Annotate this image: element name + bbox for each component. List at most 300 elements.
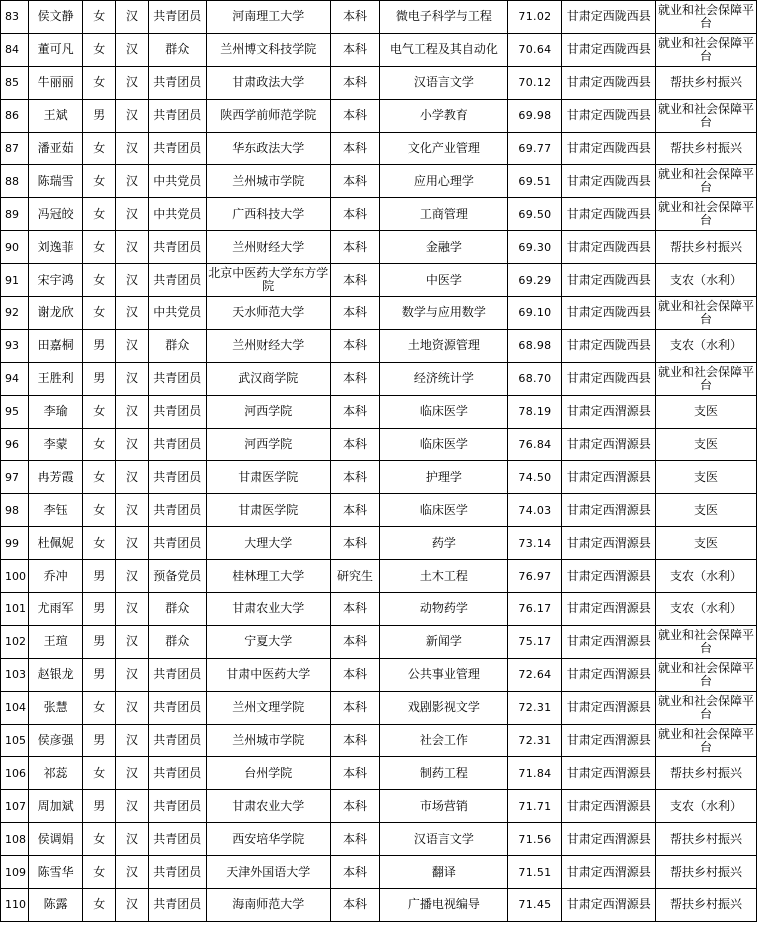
major-cell: 应用心理学	[380, 165, 508, 198]
row-number-cell: 87	[1, 132, 29, 165]
gender-cell: 男	[83, 99, 116, 132]
gender-cell: 女	[83, 461, 116, 494]
service-post-cell: 支农（水利）	[656, 329, 757, 362]
gender-cell: 男	[83, 724, 116, 757]
table-row	[1, 165, 757, 198]
exam-score-cell: 69.77	[508, 132, 562, 165]
graduate-school-cell: 桂林理工大学	[206, 560, 330, 593]
service-post-cell: 支医	[656, 428, 757, 461]
graduate-school-cell: 广西科技大学	[206, 198, 330, 231]
degree-level-cell: 本科	[330, 428, 380, 461]
candidate-name-cell: 陈雪华	[29, 856, 83, 889]
candidate-name-cell: 祁蕊	[29, 757, 83, 790]
political-status-cell: 共青团员	[148, 362, 206, 395]
candidate-name-cell: 王胜利	[29, 362, 83, 395]
row-number-cell: 103	[1, 658, 29, 691]
service-post-cell: 支农（水利）	[656, 560, 757, 593]
exam-score-cell: 69.51	[508, 165, 562, 198]
political-status-cell: 共青团员	[148, 264, 206, 297]
row-number-cell: 108	[1, 823, 29, 856]
major-cell: 汉语言文学	[380, 823, 508, 856]
table-row	[1, 724, 757, 757]
table-row	[1, 66, 757, 99]
ethnicity-cell: 汉	[116, 198, 148, 231]
candidate-name-cell: 李蒙	[29, 428, 83, 461]
service-location-cell: 甘肃定西渭源县	[562, 856, 656, 889]
candidate-name-cell: 侯调娟	[29, 823, 83, 856]
ethnicity-cell: 汉	[116, 33, 148, 66]
service-location-cell: 甘肃定西渭源县	[562, 527, 656, 560]
graduate-school-cell: 兰州城市学院	[206, 724, 330, 757]
candidate-name-cell: 李瑜	[29, 395, 83, 428]
table-row	[1, 856, 757, 889]
political-status-cell: 群众	[148, 593, 206, 626]
table-row	[1, 362, 757, 395]
exam-score-cell: 71.51	[508, 856, 562, 889]
exam-score-cell: 74.03	[508, 494, 562, 527]
service-location-cell: 甘肃定西陇西县	[562, 362, 656, 395]
major-cell: 临床医学	[380, 494, 508, 527]
service-location-cell: 甘肃定西渭源县	[562, 625, 656, 658]
degree-level-cell: 本科	[330, 856, 380, 889]
candidate-name-cell: 李钰	[29, 494, 83, 527]
major-cell: 中医学	[380, 264, 508, 297]
graduate-school-cell: 华东政法大学	[206, 132, 330, 165]
service-location-cell: 甘肃定西陇西县	[562, 264, 656, 297]
exam-score-cell: 71.45	[508, 889, 562, 922]
service-post-cell: 就业和社会保障平台	[656, 297, 757, 330]
gender-cell: 男	[83, 560, 116, 593]
row-number-cell: 99	[1, 527, 29, 560]
graduate-school-cell: 兰州财经大学	[206, 231, 330, 264]
ethnicity-cell: 汉	[116, 395, 148, 428]
table-row	[1, 428, 757, 461]
service-location-cell: 甘肃定西渭源县	[562, 428, 656, 461]
row-number-cell: 104	[1, 691, 29, 724]
political-status-cell: 共青团员	[148, 724, 206, 757]
candidate-name-cell: 侯彦强	[29, 724, 83, 757]
table-row	[1, 329, 757, 362]
exam-score-cell: 76.17	[508, 593, 562, 626]
service-location-cell: 甘肃定西渭源县	[562, 724, 656, 757]
row-number-cell: 95	[1, 395, 29, 428]
service-post-cell: 帮扶乡村振兴	[656, 823, 757, 856]
degree-level-cell: 本科	[330, 494, 380, 527]
gender-cell: 女	[83, 66, 116, 99]
ethnicity-cell: 汉	[116, 593, 148, 626]
service-location-cell: 甘肃定西渭源县	[562, 790, 656, 823]
exam-score-cell: 70.12	[508, 66, 562, 99]
major-cell: 动物药学	[380, 593, 508, 626]
political-status-cell: 共青团员	[148, 1, 206, 34]
graduate-school-cell: 河西学院	[206, 395, 330, 428]
gender-cell: 男	[83, 658, 116, 691]
degree-level-cell: 本科	[330, 790, 380, 823]
service-location-cell: 甘肃定西陇西县	[562, 1, 656, 34]
ethnicity-cell: 汉	[116, 889, 148, 922]
ethnicity-cell: 汉	[116, 428, 148, 461]
gender-cell: 女	[83, 889, 116, 922]
table-row	[1, 625, 757, 658]
political-status-cell: 共青团员	[148, 132, 206, 165]
graduate-school-cell: 西安培华学院	[206, 823, 330, 856]
gender-cell: 女	[83, 856, 116, 889]
major-cell: 数学与应用数学	[380, 297, 508, 330]
gender-cell: 女	[83, 165, 116, 198]
candidate-name-cell: 潘亚茹	[29, 132, 83, 165]
table-row	[1, 132, 757, 165]
gender-cell: 男	[83, 625, 116, 658]
table-row	[1, 823, 757, 856]
row-number-cell: 97	[1, 461, 29, 494]
ethnicity-cell: 汉	[116, 132, 148, 165]
ethnicity-cell: 汉	[116, 856, 148, 889]
table-row	[1, 560, 757, 593]
major-cell: 广播电视编导	[380, 889, 508, 922]
political-status-cell: 共青团员	[148, 823, 206, 856]
ethnicity-cell: 汉	[116, 823, 148, 856]
service-post-cell: 支农（水利）	[656, 790, 757, 823]
row-number-cell: 93	[1, 329, 29, 362]
row-number-cell: 105	[1, 724, 29, 757]
row-number-cell: 86	[1, 99, 29, 132]
exam-score-cell: 72.31	[508, 691, 562, 724]
service-post-cell: 帮扶乡村振兴	[656, 66, 757, 99]
exam-score-cell: 69.50	[508, 198, 562, 231]
service-post-cell: 支医	[656, 395, 757, 428]
ethnicity-cell: 汉	[116, 691, 148, 724]
degree-level-cell: 本科	[330, 362, 380, 395]
degree-level-cell: 本科	[330, 889, 380, 922]
service-location-cell: 甘肃定西渭源县	[562, 691, 656, 724]
gender-cell: 男	[83, 362, 116, 395]
degree-level-cell: 本科	[330, 691, 380, 724]
service-post-cell: 就业和社会保障平台	[656, 362, 757, 395]
major-cell: 文化产业管理	[380, 132, 508, 165]
graduate-school-cell: 兰州城市学院	[206, 165, 330, 198]
political-status-cell: 中共党员	[148, 297, 206, 330]
degree-level-cell: 本科	[330, 593, 380, 626]
graduate-school-cell: 甘肃农业大学	[206, 790, 330, 823]
service-post-cell: 就业和社会保障平台	[656, 165, 757, 198]
degree-level-cell: 本科	[330, 99, 380, 132]
ethnicity-cell: 汉	[116, 494, 148, 527]
exam-score-cell: 72.31	[508, 724, 562, 757]
service-post-cell: 就业和社会保障平台	[656, 724, 757, 757]
graduate-school-cell: 甘肃政法大学	[206, 66, 330, 99]
ethnicity-cell: 汉	[116, 658, 148, 691]
service-post-cell: 帮扶乡村振兴	[656, 132, 757, 165]
graduate-school-cell: 甘肃医学院	[206, 461, 330, 494]
candidate-name-cell: 田嘉桐	[29, 329, 83, 362]
ethnicity-cell: 汉	[116, 757, 148, 790]
service-post-cell: 就业和社会保障平台	[656, 99, 757, 132]
graduate-school-cell: 甘肃中医药大学	[206, 658, 330, 691]
service-post-cell: 就业和社会保障平台	[656, 33, 757, 66]
exam-score-cell: 71.71	[508, 790, 562, 823]
table-row	[1, 889, 757, 922]
service-location-cell: 甘肃定西陇西县	[562, 99, 656, 132]
degree-level-cell: 本科	[330, 823, 380, 856]
political-status-cell: 共青团员	[148, 99, 206, 132]
ethnicity-cell: 汉	[116, 560, 148, 593]
candidate-name-cell: 杜佩妮	[29, 527, 83, 560]
major-cell: 护理学	[380, 461, 508, 494]
row-number-cell: 84	[1, 33, 29, 66]
table-row	[1, 198, 757, 231]
gender-cell: 女	[83, 132, 116, 165]
row-number-cell: 109	[1, 856, 29, 889]
major-cell: 工商管理	[380, 198, 508, 231]
major-cell: 临床医学	[380, 395, 508, 428]
candidate-name-cell: 董可凡	[29, 33, 83, 66]
row-number-cell: 102	[1, 625, 29, 658]
graduate-school-cell: 河南理工大学	[206, 1, 330, 34]
gender-cell: 女	[83, 395, 116, 428]
roster-body	[1, 1, 757, 922]
service-location-cell: 甘肃定西陇西县	[562, 33, 656, 66]
major-cell: 经济统计学	[380, 362, 508, 395]
service-post-cell: 支医	[656, 494, 757, 527]
service-post-cell: 就业和社会保障平台	[656, 658, 757, 691]
degree-level-cell: 本科	[330, 329, 380, 362]
graduate-school-cell: 大理大学	[206, 527, 330, 560]
degree-level-cell: 本科	[330, 527, 380, 560]
exam-score-cell: 68.70	[508, 362, 562, 395]
table-row	[1, 790, 757, 823]
table-row	[1, 494, 757, 527]
gender-cell: 女	[83, 823, 116, 856]
ethnicity-cell: 汉	[116, 362, 148, 395]
ethnicity-cell: 汉	[116, 66, 148, 99]
degree-level-cell: 本科	[330, 658, 380, 691]
graduate-school-cell: 武汉商学院	[206, 362, 330, 395]
candidate-name-cell: 乔冲	[29, 560, 83, 593]
political-status-cell: 共青团员	[148, 527, 206, 560]
major-cell: 临床医学	[380, 428, 508, 461]
exam-score-cell: 72.64	[508, 658, 562, 691]
degree-level-cell: 本科	[330, 395, 380, 428]
row-number-cell: 90	[1, 231, 29, 264]
service-post-cell: 就业和社会保障平台	[656, 691, 757, 724]
degree-level-cell: 本科	[330, 264, 380, 297]
row-number-cell: 89	[1, 198, 29, 231]
ethnicity-cell: 汉	[116, 329, 148, 362]
candidate-name-cell: 周加斌	[29, 790, 83, 823]
gender-cell: 女	[83, 1, 116, 34]
table-row	[1, 297, 757, 330]
graduate-school-cell: 北京中医药大学东方学院	[206, 264, 330, 297]
service-location-cell: 甘肃定西渭源县	[562, 494, 656, 527]
candidate-name-cell: 陈露	[29, 889, 83, 922]
graduate-school-cell: 天津外国语大学	[206, 856, 330, 889]
degree-level-cell: 本科	[330, 198, 380, 231]
gender-cell: 女	[83, 231, 116, 264]
gender-cell: 女	[83, 757, 116, 790]
ethnicity-cell: 汉	[116, 625, 148, 658]
row-number-cell: 106	[1, 757, 29, 790]
degree-level-cell: 本科	[330, 625, 380, 658]
major-cell: 电气工程及其自动化	[380, 33, 508, 66]
political-status-cell: 共青团员	[148, 494, 206, 527]
row-number-cell: 96	[1, 428, 29, 461]
service-post-cell: 帮扶乡村振兴	[656, 889, 757, 922]
candidate-name-cell: 赵银龙	[29, 658, 83, 691]
ethnicity-cell: 汉	[116, 1, 148, 34]
political-status-cell: 共青团员	[148, 231, 206, 264]
political-status-cell: 群众	[148, 33, 206, 66]
gender-cell: 女	[83, 428, 116, 461]
row-number-cell: 88	[1, 165, 29, 198]
exam-score-cell: 71.56	[508, 823, 562, 856]
political-status-cell: 群众	[148, 329, 206, 362]
degree-level-cell: 本科	[330, 724, 380, 757]
degree-level-cell: 本科	[330, 33, 380, 66]
political-status-cell: 中共党员	[148, 165, 206, 198]
table-row	[1, 33, 757, 66]
political-status-cell: 预备党员	[148, 560, 206, 593]
exam-score-cell: 78.19	[508, 395, 562, 428]
ethnicity-cell: 汉	[116, 724, 148, 757]
table-row	[1, 1, 757, 34]
ethnicity-cell: 汉	[116, 99, 148, 132]
political-status-cell: 共青团员	[148, 66, 206, 99]
candidate-name-cell: 冯冠皎	[29, 198, 83, 231]
service-location-cell: 甘肃定西渭源县	[562, 395, 656, 428]
graduate-school-cell: 兰州博文科技学院	[206, 33, 330, 66]
political-status-cell: 群众	[148, 625, 206, 658]
gender-cell: 男	[83, 790, 116, 823]
ethnicity-cell: 汉	[116, 264, 148, 297]
table-row	[1, 99, 757, 132]
row-number-cell: 101	[1, 593, 29, 626]
degree-level-cell: 本科	[330, 132, 380, 165]
service-post-cell: 就业和社会保障平台	[656, 1, 757, 34]
service-location-cell: 甘肃定西陇西县	[562, 132, 656, 165]
graduate-school-cell: 宁夏大学	[206, 625, 330, 658]
gender-cell: 女	[83, 264, 116, 297]
service-post-cell: 帮扶乡村振兴	[656, 856, 757, 889]
major-cell: 翻译	[380, 856, 508, 889]
candidate-name-cell: 宋宇鸿	[29, 264, 83, 297]
major-cell: 金融学	[380, 231, 508, 264]
major-cell: 新闻学	[380, 625, 508, 658]
table-row	[1, 757, 757, 790]
service-location-cell: 甘肃定西渭源县	[562, 889, 656, 922]
table-row	[1, 395, 757, 428]
exam-score-cell: 69.29	[508, 264, 562, 297]
graduate-school-cell: 陕西学前师范学院	[206, 99, 330, 132]
row-number-cell: 83	[1, 1, 29, 34]
service-location-cell: 甘肃定西渭源县	[562, 560, 656, 593]
degree-level-cell: 本科	[330, 231, 380, 264]
row-number-cell: 98	[1, 494, 29, 527]
table-row	[1, 264, 757, 297]
service-location-cell: 甘肃定西陇西县	[562, 231, 656, 264]
exam-score-cell: 76.97	[508, 560, 562, 593]
graduate-school-cell: 甘肃农业大学	[206, 593, 330, 626]
row-number-cell: 110	[1, 889, 29, 922]
candidate-name-cell: 侯文静	[29, 1, 83, 34]
table-row	[1, 593, 757, 626]
service-post-cell: 帮扶乡村振兴	[656, 231, 757, 264]
degree-level-cell: 本科	[330, 66, 380, 99]
service-location-cell: 甘肃定西渭源县	[562, 461, 656, 494]
degree-level-cell: 本科	[330, 757, 380, 790]
political-status-cell: 中共党员	[148, 198, 206, 231]
major-cell: 微电子科学与工程	[380, 1, 508, 34]
table-row	[1, 231, 757, 264]
major-cell: 药学	[380, 527, 508, 560]
service-post-cell: 支农（水利）	[656, 264, 757, 297]
exam-score-cell: 74.50	[508, 461, 562, 494]
exam-score-cell: 68.98	[508, 329, 562, 362]
service-location-cell: 甘肃定西渭源县	[562, 757, 656, 790]
major-cell: 社会工作	[380, 724, 508, 757]
gender-cell: 女	[83, 198, 116, 231]
row-number-cell: 107	[1, 790, 29, 823]
graduate-school-cell: 天水师范大学	[206, 297, 330, 330]
gender-cell: 女	[83, 494, 116, 527]
candidate-name-cell: 牛丽丽	[29, 66, 83, 99]
political-status-cell: 共青团员	[148, 790, 206, 823]
service-post-cell: 就业和社会保障平台	[656, 625, 757, 658]
exam-score-cell: 76.84	[508, 428, 562, 461]
candidate-name-cell: 王斌	[29, 99, 83, 132]
candidate-name-cell: 陈瑞雪	[29, 165, 83, 198]
gender-cell: 男	[83, 593, 116, 626]
political-status-cell: 共青团员	[148, 757, 206, 790]
ethnicity-cell: 汉	[116, 297, 148, 330]
political-status-cell: 共青团员	[148, 889, 206, 922]
graduate-school-cell: 海南师范大学	[206, 889, 330, 922]
table-row	[1, 691, 757, 724]
service-location-cell: 甘肃定西渭源县	[562, 658, 656, 691]
exam-score-cell: 69.10	[508, 297, 562, 330]
gender-cell: 女	[83, 297, 116, 330]
row-number-cell: 91	[1, 264, 29, 297]
service-location-cell: 甘肃定西渭源县	[562, 593, 656, 626]
service-post-cell: 支医	[656, 461, 757, 494]
major-cell: 小学教育	[380, 99, 508, 132]
candidate-name-cell: 尤雨军	[29, 593, 83, 626]
major-cell: 戏剧影视文学	[380, 691, 508, 724]
exam-score-cell: 73.14	[508, 527, 562, 560]
graduate-school-cell: 河西学院	[206, 428, 330, 461]
graduate-school-cell: 台州学院	[206, 757, 330, 790]
ethnicity-cell: 汉	[116, 165, 148, 198]
service-location-cell: 甘肃定西陇西县	[562, 329, 656, 362]
degree-level-cell: 本科	[330, 297, 380, 330]
row-number-cell: 92	[1, 297, 29, 330]
table-row	[1, 527, 757, 560]
degree-level-cell: 研究生	[330, 560, 380, 593]
gender-cell: 女	[83, 527, 116, 560]
graduate-school-cell: 兰州财经大学	[206, 329, 330, 362]
exam-score-cell: 71.84	[508, 757, 562, 790]
ethnicity-cell: 汉	[116, 461, 148, 494]
service-location-cell: 甘肃定西陇西县	[562, 165, 656, 198]
service-location-cell: 甘肃定西陇西县	[562, 198, 656, 231]
political-status-cell: 共青团员	[148, 395, 206, 428]
service-location-cell: 甘肃定西陇西县	[562, 66, 656, 99]
candidate-name-cell: 冉芳霞	[29, 461, 83, 494]
exam-score-cell: 69.98	[508, 99, 562, 132]
candidate-name-cell: 刘逸菲	[29, 231, 83, 264]
degree-level-cell: 本科	[330, 1, 380, 34]
degree-level-cell: 本科	[330, 165, 380, 198]
major-cell: 土地资源管理	[380, 329, 508, 362]
